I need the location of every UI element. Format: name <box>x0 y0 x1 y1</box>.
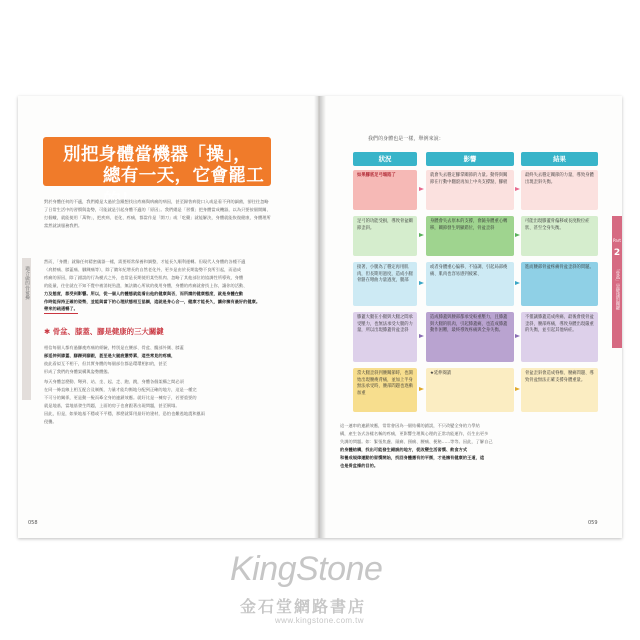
table-cell-effect: 或者身體重心偏移、不協調、引起局部痠痛、肌肉也容易感到疲累、 <box>426 262 514 306</box>
watermark-chinese: 金石堂網路書店 <box>240 597 367 616</box>
text-line: 侵襲。 <box>44 418 57 424</box>
section-heading <box>44 326 164 337</box>
watermark-brand: KingStone <box>230 550 383 588</box>
part-side-tab <box>612 216 622 348</box>
text-line: 失調的問題。如：緊張焦慮、頭痛、頸痛、腰痛、便秘……等等。因此，了解自己 <box>340 438 493 444</box>
left-page-number: 058 <box>28 520 38 526</box>
left-side-tab <box>22 258 31 400</box>
lead-in-text: 我們的身體也是一樣，舉例來說： <box>368 136 444 142</box>
arrow-right-icon <box>515 387 520 391</box>
arrow-right-icon <box>515 334 520 338</box>
highlighted-text-line: 作時能保持正確的姿勢，並能與當下的心理狀態相互協調，這就是身心合一，健康才能長久，讓你擁有最好的健康。 <box>44 298 261 304</box>
body-paragraph-2 <box>44 258 272 314</box>
arrow-right-icon <box>419 334 424 338</box>
table-cell-situation: 足弓的功能受損，導致骨盆關節歪斜。 <box>353 216 417 256</box>
arrow-right-icon <box>515 281 520 285</box>
cell-text: 如果腳底足弓塌陷了 <box>357 173 396 178</box>
part-label: Part <box>613 238 621 243</box>
text-line: 每天身體怎麼動、彎到、站、坐、起、走、跑、跳，身體各個架構之間必須 <box>44 379 184 384</box>
highlighted-text-line: 的身體結構，找出可能發生錯誤的地方，從改變生活習慣、飲食方式 <box>340 446 468 452</box>
body-paragraph-3 <box>44 344 272 376</box>
arrow-right-icon <box>419 387 424 391</box>
arrow-right-icon <box>515 233 520 237</box>
table-cell-result: 不僅讓膝蓋造成疼痛，最後會使骨盆歪斜，腰部疼痛，導致身體出現嚴重的失衡，並引起其他病症。 <box>521 312 598 362</box>
part-number: 2 <box>613 248 621 258</box>
table-header-effect: 影響 <box>426 152 514 166</box>
arrow-right-icon <box>419 233 424 237</box>
table-cell-effect: 身體會失去原本的支撐，會隨身體重心轉移，關節發生明顯錯位，骨盆歪斜 <box>426 216 514 256</box>
right-body-paragraph <box>340 422 602 469</box>
chapter-title-banner <box>43 137 271 211</box>
table-cell-effect: 造成膝蓋與腰部都承受較重壓力，且膝蓋與大腿的肌肉，引起膝蓋痛，也造成膝蓋動作困難，最終導致疼痛與全身失衡。 <box>426 312 514 362</box>
table-header-situation: 狀況 <box>353 152 417 166</box>
star-icon: ✱ <box>44 327 53 336</box>
text-line: 形成了我們的身體架構與姿勢體態。 <box>44 368 112 374</box>
highlighted-text-line: 力及態度，都受到影響。所以，從一個人的體態就能看出他的健康與否，而所謂的健康態度，就是身體在動 <box>44 290 244 296</box>
left-side-tab-label: 適合做的骨盆操 <box>24 266 29 300</box>
table-cell-situation: 膝蓋大腿在小腿與大腿之間承受壓力，也無法承受大腿的力量，所以出現膝蓋骨盆歪斜 <box>353 312 417 362</box>
text-line: 這一連串的連鎖效應，常常會因為一個結構的錯誤，不只改變全身的力學結 <box>340 423 480 428</box>
text-line: 彼此看似互不相干，但其實身體的每個部位都是環環相扣的，甚至 <box>44 360 167 366</box>
table-cell-situation <box>353 170 417 210</box>
watermark-url: www.kingstone.com.tw <box>275 616 364 625</box>
right-page-number: 059 <box>588 520 598 526</box>
table-cell-result: 最終失去穩定關節的力量，導致身體出現歪斜失衡。 <box>521 170 598 210</box>
text-line: 構，產生各式各樣名稱的疼痛，更影響生理與心理的正常功能運作，衍生出更多 <box>340 430 489 436</box>
table-cell-result: 可能出現膝蓋骨偏移或長度脫位症狀、甚至全身失衡。 <box>521 216 598 256</box>
table-cell-situation: 當大腿歪斜到腰關節時，也開始出現腰痠背痛，並加上半身無法承受時，腰部問題也逐漸加重 <box>353 368 417 412</box>
book-gutter <box>314 96 326 538</box>
table-cell-effect: 就會失去穩定腳掌關節的力量。動得與關節在行動中翻滾再加上中央支撐點，腳板 <box>426 170 514 210</box>
highlighted-text-line: 部延伸到膝蓋、腳踝到腳跟，甚至是大腿疲憊勞累，這些常見的疼痛， <box>44 352 176 358</box>
arrow-right-icon <box>419 281 424 285</box>
arrow-right-icon <box>419 187 424 191</box>
section-heading-text: 骨盆、膝蓋、腳是健康的三大關鍵 <box>52 327 164 336</box>
text-line: 疼痛的原因，除了錯誤的行為模式之外，也常是長期使用某些肌肉、忽略了其他部位的協調性所導致，身體 <box>44 274 244 280</box>
text-line: 因此，但是，如果地基不穩或不平穩，那麼就算用最好的建材，恐怕也難逃地震和風雨 <box>44 410 206 416</box>
underlined-highlight: 帶來的疏通暢了。 <box>44 305 78 314</box>
text-line: 的能量，往往就在不知不覺中被消耗殆盡，無法隨心所欲的使用身體，身體的疼痛就會找上你，讓你的活動、 <box>44 282 248 288</box>
text-line: 在同一條直線上相互配合及制衡，力量才能均衡地分配到正確的地方，這是一種完 <box>44 386 197 392</box>
text-line: 相信每個人都有過腳痠疼痛的經驗，特別是在腰部、骨盆、髖部外側、膝蓋 <box>44 345 184 350</box>
text-line: 不可分的關係，更是動一髮而牽全身的連鎖效應。就好比是一棟房子，若要重要的 <box>44 394 197 400</box>
intro-paragraph: 對於身體任何的不適，我們總是太過於急躁想找出疼痛與病痛的病因，甚至歸咎病從口入或是看不到的細菌，卻往往忽略了日常生活中的習慣與姿勢，可能就是引起身體不適的「原因」。我們總是「習慣」把身體當成機器，以為只要按個開關、打個蠟，就能使用「萬物」，把疾病、老化、疼痛，都當作是「開刀」或「吃藥」就能解決，身體就能恢復健康，身體理所當然就該服務我們。 <box>44 199 271 228</box>
text-line: 就是地基，當地基發生問題，上面的房子也會跟著出現問題，甚至倒塌。 <box>44 402 180 408</box>
table-cell-situation: 接著，小腿為了穩定再用肌肉，但長期用過度，造成小腿骨骼在彎曲力量過度，腿部 <box>353 262 417 306</box>
highlighted-text-line: 和養成規律運動的習慣開始，找回身體應有的平衡，才是擁有健康的王道，這 <box>340 454 485 460</box>
arrow-right-icon <box>515 187 520 191</box>
text-line: （肩膀痛、膝蓋痛、腳踝痛等），除了隨年紀增長的自然老化外，更多是由於長期姿勢不良所引起，而造成 <box>44 266 242 272</box>
table-cell-effect: ★延伸閱讀 <box>426 368 514 412</box>
title-line-1: 別把身體當機器「操」， <box>63 145 252 165</box>
part-tab-vertical-label: 「骨盆」是健康的關鍵 <box>615 266 620 310</box>
table-header-result: 結果 <box>521 152 598 166</box>
table-cell-result: 骨盆歪斜會造成脊椎、腰痛問題、導致骨盆無法正確支撐身體重量。 <box>521 368 598 412</box>
text-line: 然而，「身體」就像任何精密儀器一樣，需要經常保養和調整，才能長久順利運轉。但現代人身體的各種不適 <box>44 259 246 264</box>
body-paragraph-4 <box>44 378 272 425</box>
table-cell-result: 進而腰部骨盆疼痛骨盆歪斜的問題。 <box>521 262 598 306</box>
highlighted-text-line: 也是骨盆操的目的。 <box>340 462 379 468</box>
title-line-2: 總有一天，它會罷工的！ <box>103 166 265 211</box>
